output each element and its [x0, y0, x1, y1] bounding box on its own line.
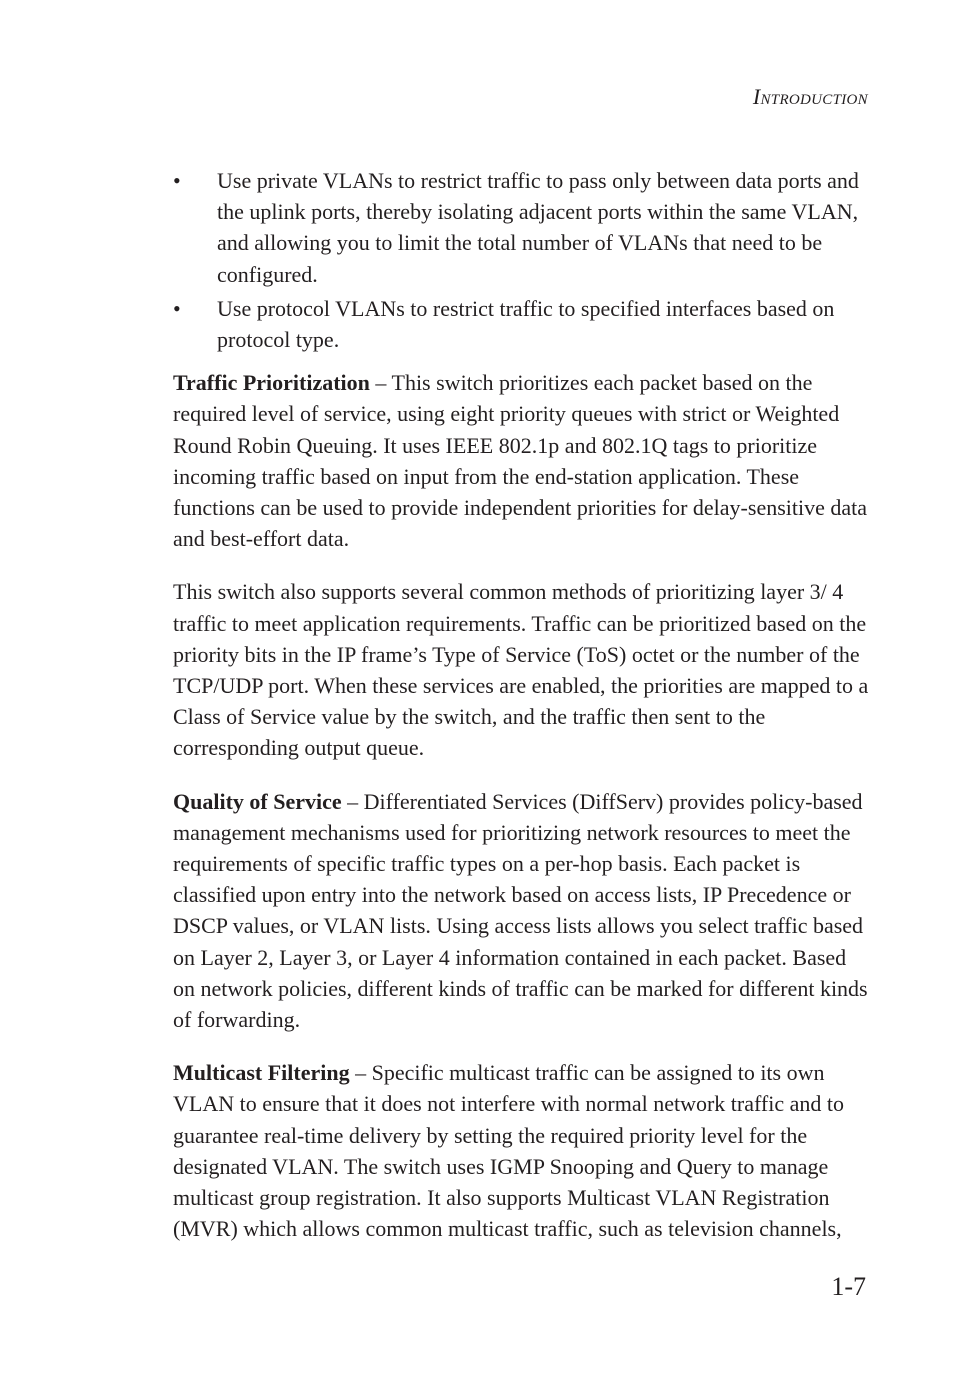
bullet-icon: • [173, 295, 181, 321]
multicast-filtering-term: Multicast Filtering [173, 1060, 350, 1086]
page-body [173, 165, 873, 1267]
list-item [173, 165, 873, 290]
list-item [173, 293, 873, 355]
page-number: 1-7 [831, 1272, 866, 1301]
traffic-prioritization-paragraph [173, 367, 873, 554]
layer34-prioritization-paragraph: This switch also supports several common methods of prioritizing layer 3/ 4 traffic to meet application requirements. Traffic can be prioritized based on the priority bits in the IP frame’s Type of Service (ToS) octet or the number of the TCP/UDP port. When these services are enabled, the priorities are mapped to a Class of Service value by the switch, and the traffic then sent to the corresponding output queue. [173, 579, 869, 761]
running-header: Introduction [752, 84, 868, 109]
feature-bullet-list [173, 165, 873, 355]
list-item-text: Use private VLANs to restrict traffic to pass only between data ports and the uplink ports, thereby isolating adjacent ports within the same VLAN, and allowing you to limit the total number of VLANs that need to be configured. [217, 168, 859, 287]
quality-of-service-paragraph [173, 786, 873, 1036]
quality-of-service-text: – Differentiated Services (DiffServ) provides policy-based management mechanisms used for prioritizing network resources to meet the requirements of specific traffic types on a per-hop basis. Each packet is classified upon entry into the network based on access lists, IP Precedence or DSCP values, or VLAN lists. Using access lists allows you select traffic based on Layer 2, Layer 3, or Layer 4 information contained in each packet. Based on network policies, different kinds of traffic can be marked for different kinds of forwarding. [173, 788, 868, 1033]
quality-of-service-term: Quality of Service [173, 788, 342, 814]
traffic-prioritization-text: – This switch prioritizes each packet based on the required level of service, using eight priority queues with strict or Weighted Round Robin Queuing. It uses IEEE 802.1p and 802.1Q tags to prioritize incoming traffic based on input from the end-station application. These functions can be used to provide independent priorities for delay-sensitive data and best-effort data. [173, 370, 868, 552]
list-item-text: Use protocol VLANs to restrict traffic to specified interfaces based on protocol type. [217, 295, 835, 353]
bullet-icon: • [173, 168, 181, 193]
multicast-filtering-text: – Specific multicast traffic can be assigned to its own VLAN to ensure that it does not interfere with normal network traffic and to guarantee real-time delivery by setting the required priority level for the designated VLAN. The switch uses IGMP Snooping and Query to manage multicast group registration. It also supports Multicast VLAN Registration (MVR) which allows common multicast traffic, such as television channels, [173, 1060, 845, 1242]
traffic-prioritization-term: Traffic Prioritization [173, 370, 370, 396]
multicast-filtering-paragraph [173, 1057, 873, 1244]
